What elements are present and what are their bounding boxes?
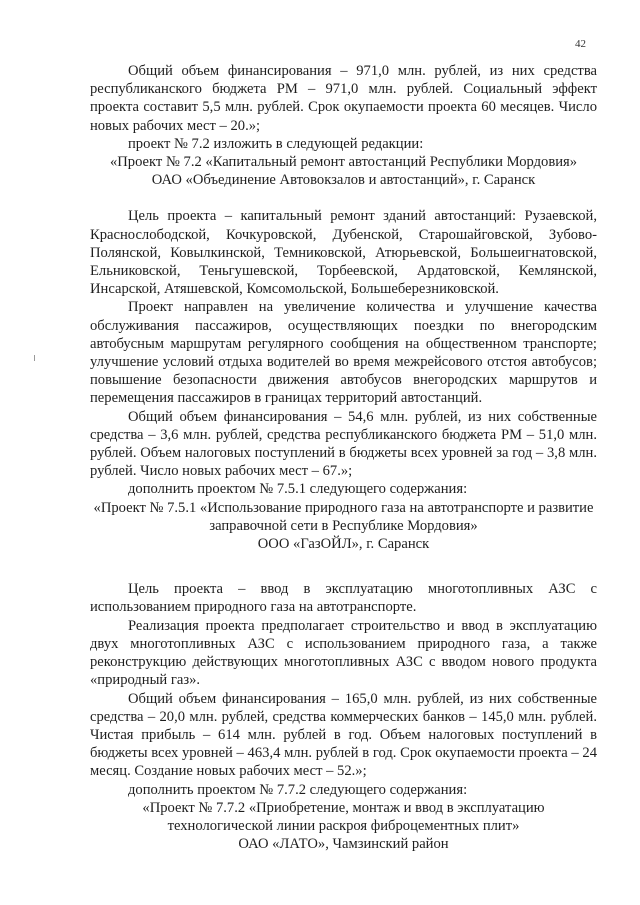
- project-7-2-title: «Проект № 7.2 «Капитальный ремонт автостанций Республики Мордовия»: [109, 154, 578, 171]
- paragraph-goal-7-2: Цель проекта – капитальный ремонт зданий автостанций: Рузаевской, Краснослободской, Кочкуровской, Дубенской, Старошайговской, Зубово-Полянской, Ковылкинской, Темниковской, Атюрьевской, Большеигнатовской, Ельниковской, Теньгушевской, Торбеевской, Ардатовской, Кемлянской, Инсарской, Атяшевской, Комсомольской, Большеберезниковской.: [90, 208, 597, 298]
- paragraph-amend-7-2: проект № 7.2 изложить в следующей редакции:: [128, 135, 424, 152]
- project-7-2-organization: ОАО «Объединение Автовокзалов и автостанций», г. Саранск: [151, 172, 536, 189]
- paragraph-aim-7-2: Проект направлен на увеличение количества и улучшение качества обслуживания пассажиров, осуществляющих поездки по внегородским автобусным маршрутам регулярного сообщения на общественном транспорте; улучшение условий отдыха водителей во время межрейсового отстоя автобусов; повышение безопасности движения автобусов внегородских маршрутов и перемещения пассажиров в границах территорий автостанций.: [90, 299, 597, 407]
- paragraph-funding-7-1: Общий объем финансирования – 971,0 млн. рублей, из них средства республиканского бюджета РМ – 971,0 млн. рублей. Социальный эффект проекта составит 5,5 млн. рублей. Срок окупаемости проекта 60 месяцев. Число новых рабочих мест – 20.»;: [90, 63, 597, 134]
- page-number: 42: [575, 38, 586, 50]
- paragraph-goal-7-5-1: Цель проекта – ввод в эксплуатацию многотопливных АЗС с использованием природного газа на автотранспорте.: [90, 581, 597, 616]
- paragraph-add-7-5-1: дополнить проектом № 7.5.1 следующего содержания:: [128, 481, 468, 498]
- paragraph-implementation-7-5-1: Реализация проекта предполагает строительство и ввод в эксплуатацию двух многотопливных АЗС с использованием природного газа, а также реконструкцию действующих многотопливных АЗС с вводом нового продукта «природный газ».: [90, 617, 597, 689]
- paragraph-funding-7-5-1: Общий объем финансирования – 165,0 млн. рублей, из них собственные средства – 20,0 млн. рублей, средства коммерческих банков – 145,0 млн. рублей. Чистая прибыль – 614 млн. рублей в год. Объем налоговых поступлений в бюджеты всех уровней – 463,4 млн. рублей в год. Срок окупаемости проекта – 24 месяц. Создание новых рабочих мест – 52.»;: [90, 690, 597, 780]
- project-7-7-2-title: «Проект № 7.7.2 «Приобретение, монтаж и ввод в эксплуатацию технологической линии раскроя фиброцементных плит»: [142, 799, 545, 834]
- project-7-5-1-organization: ООО «ГазОЙЛ», г. Саранск: [257, 536, 430, 553]
- paragraph-funding-7-2: Общий объем финансирования – 54,6 млн. рублей, из них собственные средства – 3,6 млн. рублей, средства республиканского бюджета РМ – 51,0 млн. рублей. Объем налоговых поступлений в бюджеты всех уровней за год – 3,8 млн. рублей. Число новых рабочих мест – 67.»;: [90, 408, 597, 480]
- document-body: [90, 62, 597, 853]
- project-7-5-1-title: «Проект № 7.5.1 «Использование природного газа на автотранспорте и развитие заправочной сети в Республике Мордовия»: [93, 499, 594, 534]
- project-7-7-2-organization: ОАО «ЛАТО», Чамзинский район: [238, 836, 449, 853]
- margin-mark: [34, 355, 35, 361]
- paragraph-add-7-7-2: дополнить проектом № 7.7.2 следующего содержания:: [128, 781, 468, 798]
